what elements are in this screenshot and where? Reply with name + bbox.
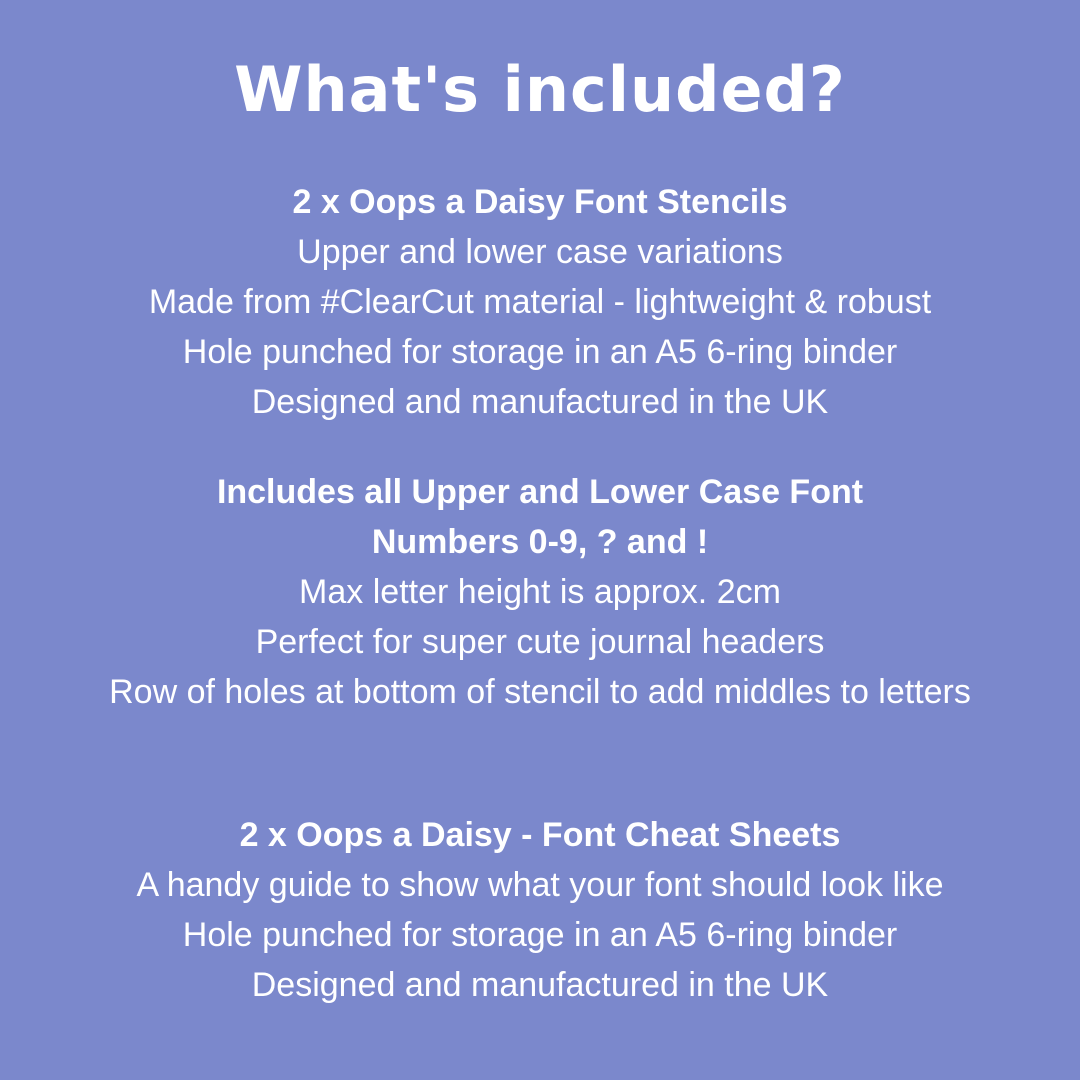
section-heading: Includes all Upper and Lower Case Font (216, 473, 864, 511)
feature-line: Upper and lower case variations (297, 233, 783, 271)
feature-line: Designed and manufactured in the UK (251, 383, 829, 421)
section-cheat-sheets (40, 810, 1040, 1010)
feature-line: A handy guide to show what your font should look like (136, 866, 944, 904)
feature-line: Perfect for super cute journal headers (255, 623, 825, 661)
section-heading: 2 x Oops a Daisy Font Stencils (292, 183, 788, 221)
section-includes (40, 467, 1040, 717)
section-heading: Numbers 0-9, ? and ! (371, 523, 709, 561)
feature-line: Hole punched for storage in an A5 6-ring binder (182, 916, 898, 954)
feature-line: Hole punched for storage in an A5 6-ring binder (182, 333, 898, 371)
section-font-stencils (40, 177, 1040, 427)
feature-line: Designed and manufactured in the UK (251, 966, 829, 1004)
section-heading: 2 x Oops a Daisy - Font Cheat Sheets (239, 816, 841, 854)
feature-line: Max letter height is approx. 2cm (299, 573, 781, 611)
feature-line: Row of holes at bottom of stencil to add middles to letters (109, 673, 971, 711)
feature-line: Made from #ClearCut material - lightweight & robust (148, 283, 932, 321)
page-title: What's included? (234, 53, 846, 126)
